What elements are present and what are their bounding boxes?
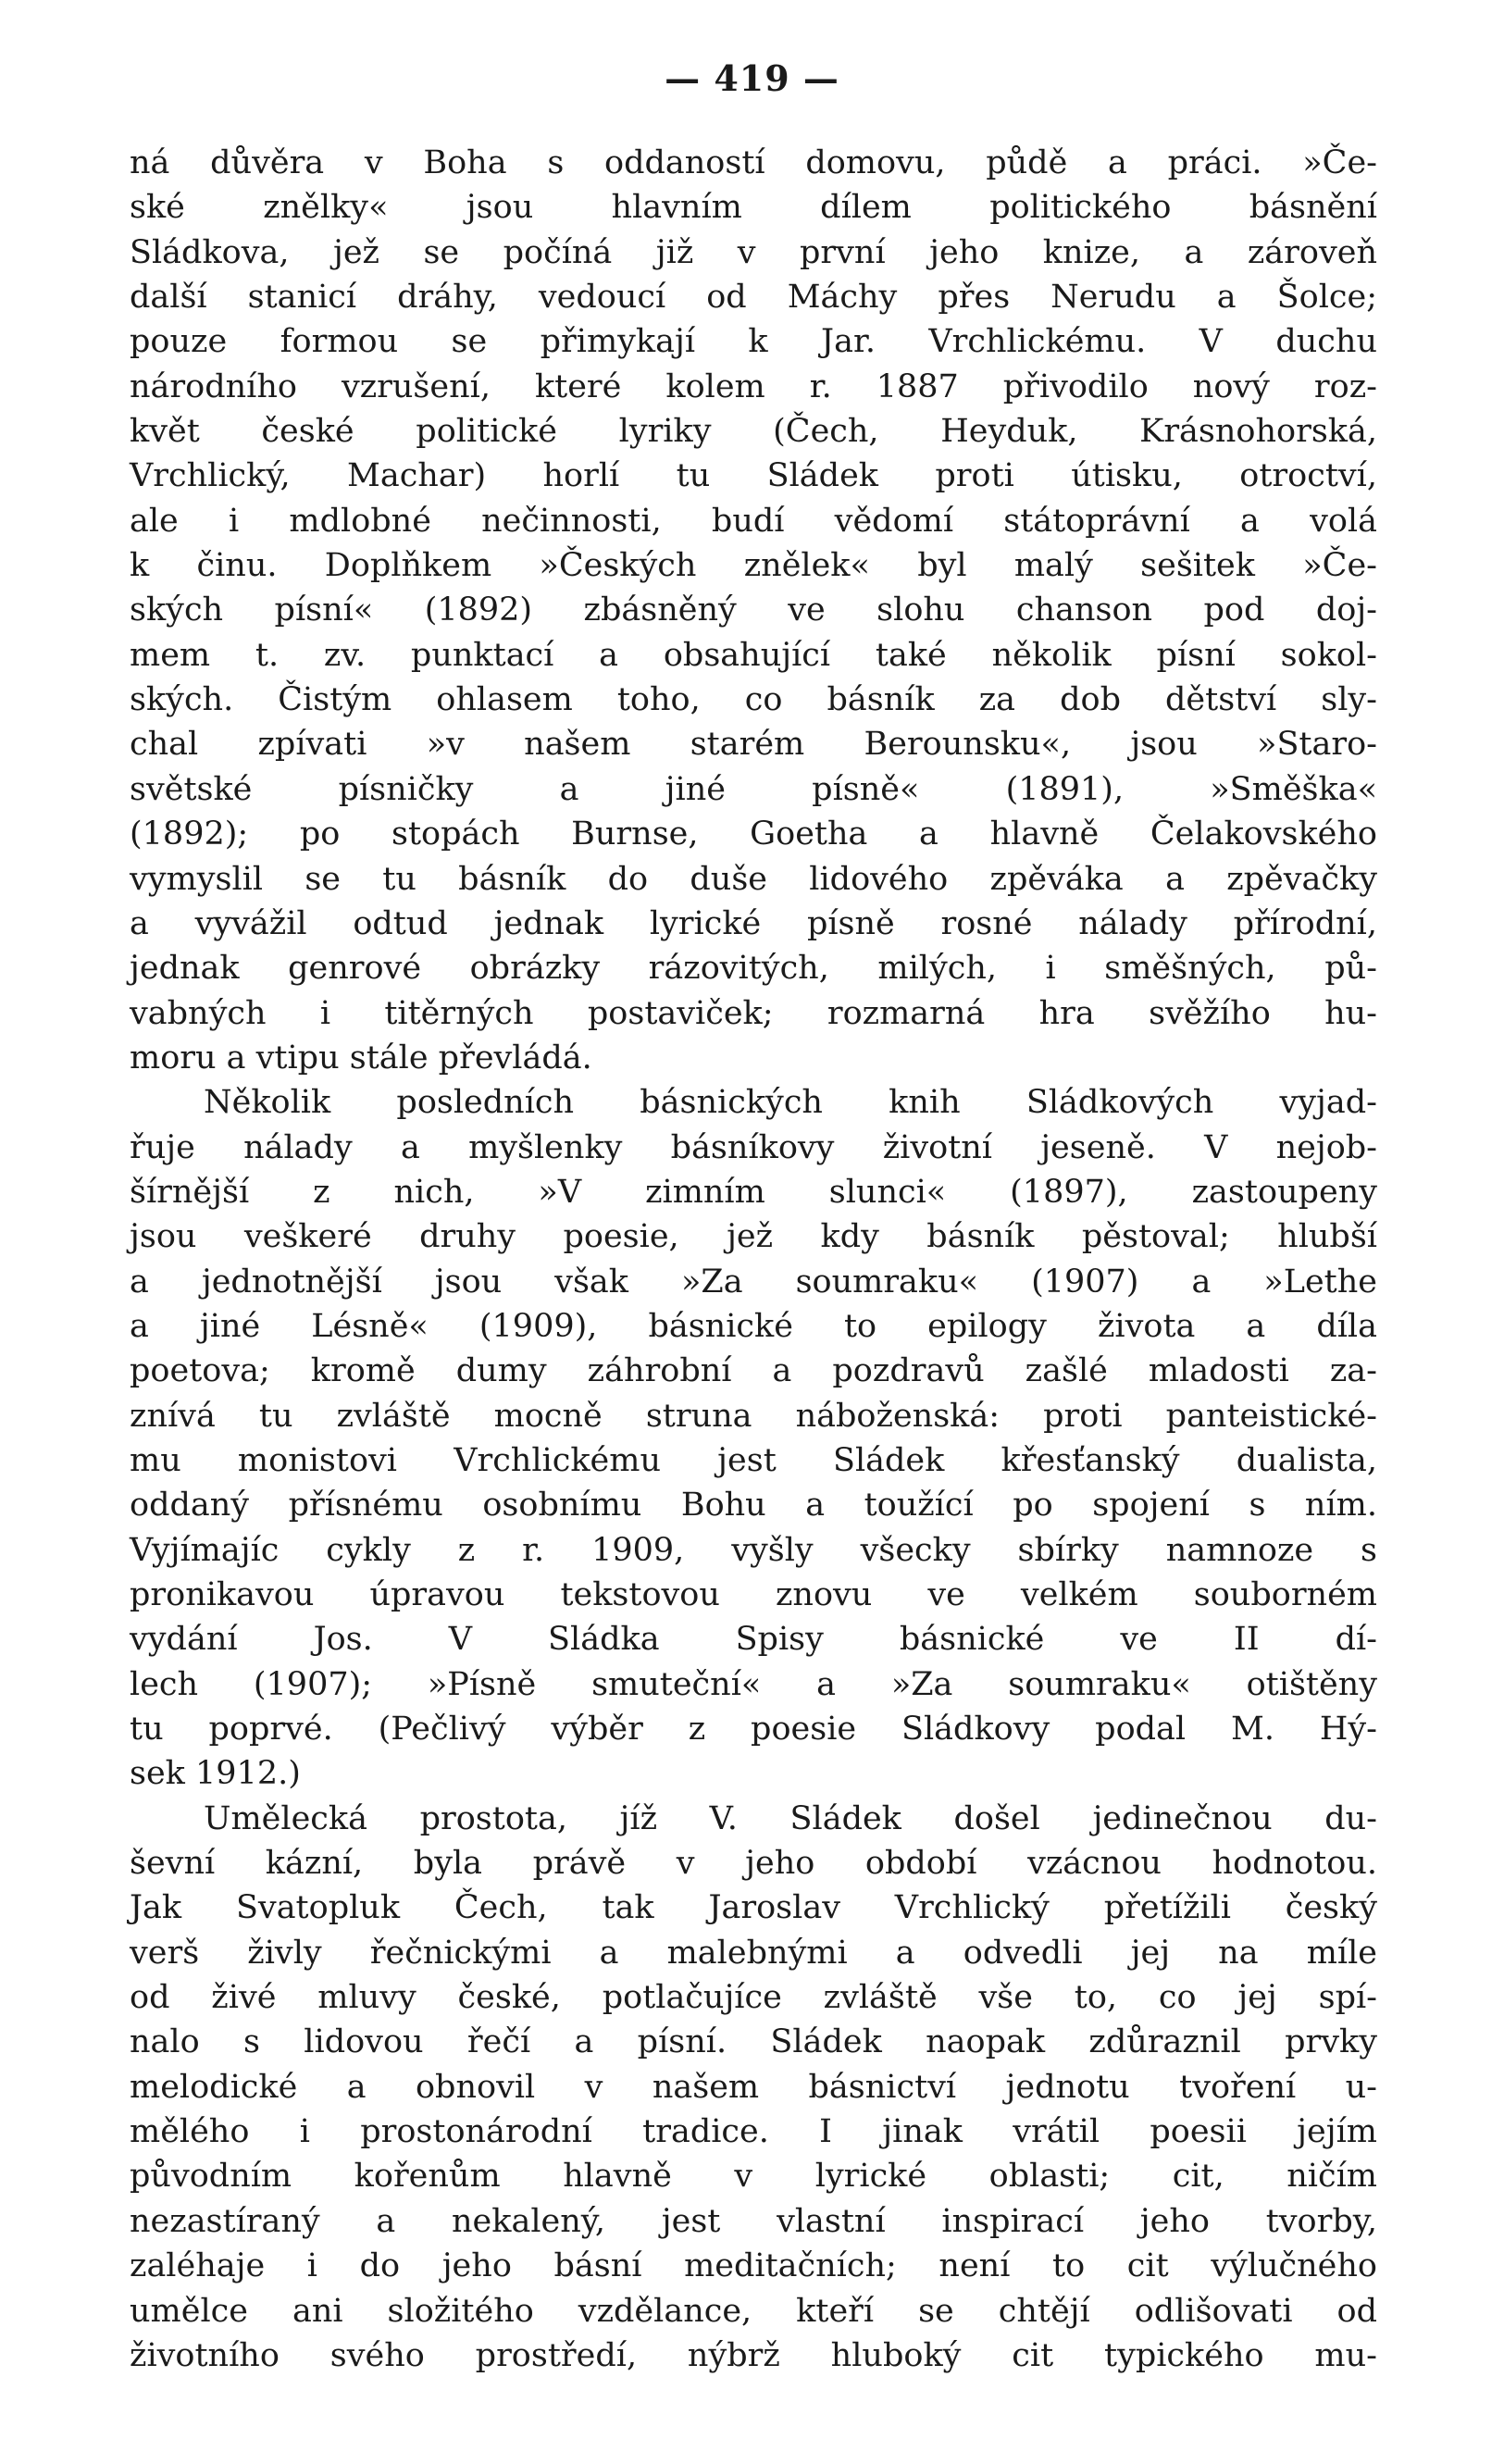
text-line: a vyvážil odtud jednak lyrické písně rosné nálady přírodní,: [130, 904, 1377, 942]
text-line: k činu. Doplňkem »Českých znělek« byl malý sešitek »Če-: [130, 547, 1377, 585]
text-line: Vyjímajíc cykly z r. 1909, vyšly všecky sbírky namnoze s: [130, 1531, 1377, 1569]
text-line: jednak genrové obrázky rázovitých, milých, i směšných, pů-: [130, 950, 1377, 988]
text-line: Vrchlický, Machar) horlí tu Sládek proti útisku, otroctví,: [130, 457, 1377, 495]
text-line: ských písní« (1892) zbásněný ve slohu chanson pod doj-: [130, 591, 1377, 629]
text-line: národního vzrušení, které kolem r. 1887 přivodilo nový roz-: [130, 367, 1377, 405]
text-line: vydání Jos. V Sládka Spisy básnické ve II dí-: [130, 1621, 1377, 1659]
text-line: jsou veškeré druhy poesie, jež kdy básník pěstoval; hlubší: [130, 1218, 1377, 1256]
text-line: další stanicí dráhy, vedoucí od Máchy přes Nerudu a Šolce;: [130, 279, 1377, 317]
text-line: lech (1907); »Písně smuteční« a »Za soumraku« otištěny: [130, 1665, 1377, 1703]
text-line: ná důvěra v Boha s oddaností domovu, půdě a práci. »Če-: [130, 144, 1377, 181]
text-line: znívá tu zvláště mocně struna náboženská: proti panteistické-: [130, 1397, 1377, 1435]
text-line: (1892); po stopách Burnse, Goetha a hlavně Čelakovského: [130, 815, 1377, 853]
text-line: Jak Svatopluk Čech, tak Jaroslav Vrchlický přetížili český: [130, 1889, 1377, 1927]
text-line: nalo s lidovou řečí a písní. Sládek naopak zdůraznil prvky: [130, 2023, 1377, 2061]
text-line: vymyslil se tu básník do duše lidového zpěváka a zpěvačky: [130, 860, 1377, 898]
text-line: Několik posledních básnických knih Sládkových vyjad-: [204, 1084, 1377, 1122]
text-line: nezastíraný a nekalený, jest vlastní inspirací jeho tvorby,: [130, 2202, 1377, 2240]
text-line: Umělecká prostota, jíž V. Sládek došel jedinečnou du-: [204, 1799, 1377, 1837]
text-line: šírnější z nich, »V zimním slunci« (1897), zastoupeny: [130, 1173, 1377, 1211]
text-line: ských. Čistým ohlasem toho, co básník za dob dětství sly-: [130, 681, 1377, 719]
text-line: melodické a obnovil v našem básnictví jednotu tvoření u-: [130, 2068, 1377, 2106]
text-line: vabných i titěrných postaviček; rozmarná hra svěžího hu-: [130, 994, 1377, 1032]
text-line: chal zpívati »v našem starém Berounsku«, jsou »Staro-: [130, 726, 1377, 764]
text-line: řuje nálady a myšlenky básníkovy životní jeseně. V nejob-: [130, 1128, 1377, 1166]
page-number: — 419 —: [665, 57, 839, 99]
text-line: a jednotnější jsou však »Za soumraku« (1907) a »Lethe: [130, 1263, 1377, 1300]
text-line: ale i mdlobné nečinnosti, budí vědomí státoprávní a volá: [130, 502, 1377, 540]
text-line: sek 1912.): [130, 1755, 301, 1793]
text-line: Sládkova, jež se počíná již v první jeho knize, a zároveň: [130, 233, 1377, 271]
text-line: květ české politické lyriky (Čech, Heyduk, Krásnohorská,: [130, 413, 1377, 451]
body-text: [130, 141, 1377, 2378]
text-line: pronikavou úpravou tekstovou znovu ve velkém souborném: [130, 1576, 1377, 1613]
text-line: pouze formou se přimykají k Jar. Vrchlickému. V duchu: [130, 323, 1377, 361]
text-line: verš živly řečnickými a malebnými a odvedli jej na míle: [130, 1934, 1377, 1972]
text-line: od živé mluvy české, potlačujíce zvláště vše to, co jej spí-: [130, 1979, 1377, 2017]
text-line: zaléhaje i do jeho básní meditačních; není to cit výlučného: [130, 2247, 1377, 2285]
text-line: moru a vtipu stále převládá.: [130, 1039, 592, 1076]
text-line: původním kořenům hlavně v lyrické oblasti; cit, ničím: [130, 2158, 1377, 2196]
text-line: mu monistovi Vrchlickému jest Sládek křesťanský dualista,: [130, 1441, 1377, 1479]
text-line: ské znělky« jsou hlavním dílem politického básnění: [130, 189, 1377, 227]
text-line: umělce ani složitého vzdělance, kteří se chtějí odlišovati od: [130, 2292, 1377, 2330]
text-line: světské písničky a jiné písně« (1891), »Směška«: [130, 770, 1377, 808]
text-line: poetova; kromě dumy záhrobní a pozdravů zašlé mladosti za-: [130, 1352, 1377, 1390]
text-line: mem t. zv. punktací a obsahující také několik písní sokol-: [130, 636, 1377, 674]
text-line: tu poprvé. (Pečlivý výběr z poesie Sládkovy podal M. Hý-: [130, 1711, 1377, 1748]
text-line: mělého i prostonárodní tradice. I jinak vrátil poesii jejím: [130, 2113, 1377, 2151]
text-line: a jiné Lésně« (1909), básnické to epilogy života a díla: [130, 1307, 1377, 1345]
text-line: oddaný přísnému osobnímu Bohu a toužící po spojení s ním.: [130, 1487, 1377, 1524]
text-line: ševní kázní, byla právě v jeho období vzácnou hodnotou.: [130, 1845, 1377, 1883]
text-line: životního svého prostředí, nýbrž hluboký cit typického mu-: [130, 2336, 1377, 2374]
